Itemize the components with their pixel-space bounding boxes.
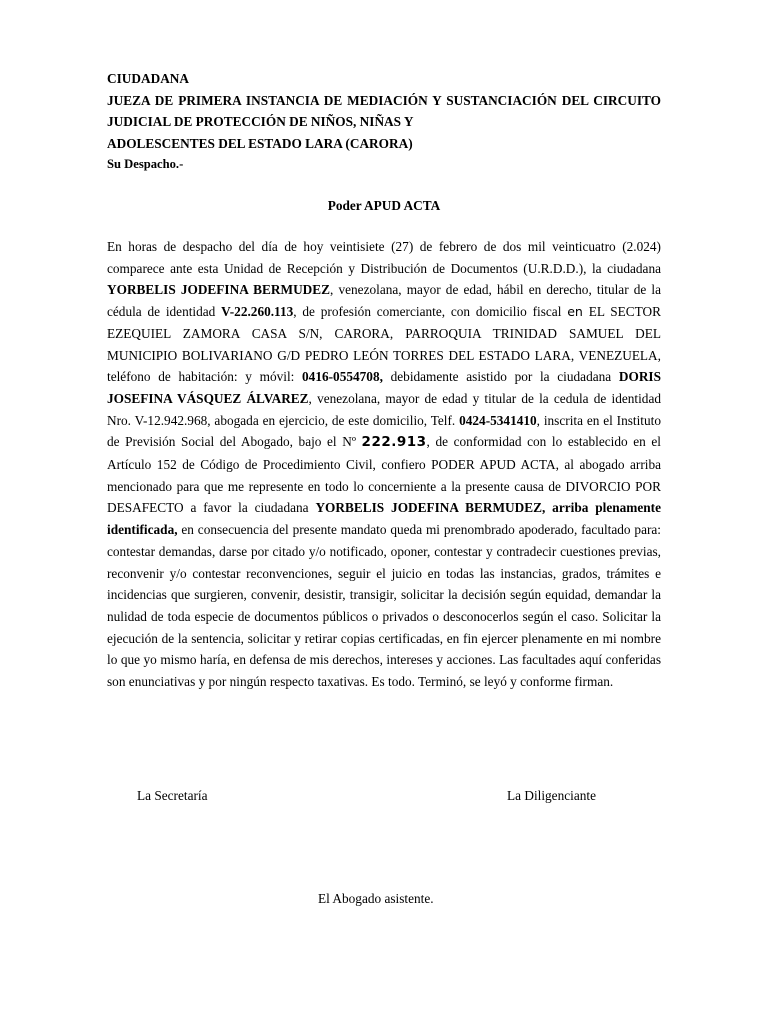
body-text-segment: , de conformidad con lo establecido en el Artículo 152 de Código de Procedimiento Civil, confiero PODER APUD ACTA, al abogado arriba mencionado para que me represente en todo lo concerniente a la presente causa de DIVORCIO POR DESAFECTO a favor la ciudadana bbox=[107, 434, 661, 516]
grantor-name: YORBELIS JODEFINA BERMUDEZ bbox=[107, 282, 331, 298]
court-line: JUEZA DE PRIMERA INSTANCIA DE MEDIACIÓN Y SUSTANCIACIÓN DEL CIRCUITO JUDICIAL DE PROTECCIÓN DE NIÑOS, NIÑAS Y bbox=[107, 92, 661, 129]
recipient-line: CIUDADANA bbox=[107, 71, 189, 86]
lawyer-name: DORIS JOSEFINA VÁSQUEZ ÁLVAREZ bbox=[107, 369, 661, 406]
body-text-segment: , venezolana, mayor de edad y titular de la cedula de identidad Nro. V-12.942.968, abogada en ejercicio, de este domicilio, Telf. bbox=[107, 390, 662, 428]
court-line-end: ADOLESCENTES DEL ESTADO LARA (CARORA) bbox=[107, 135, 413, 151]
applicant-signature-label: La Diligenciante bbox=[507, 788, 596, 803]
body-text-segment: En horas de despacho del día de hoy veintisiete (27) de febrero de dos mil veinticuatro (2.024) comparece ante esta Unidad de Recepción y Distribución de Documentos (U.R.D.D.), la ciudadana bbox=[107, 239, 661, 276]
despacho-line: Su Despacho.- bbox=[107, 157, 184, 171]
body-text-segment: , inscrita en el Instituto de Previsión Social del Abogado, bajo el Nº bbox=[107, 412, 661, 450]
body-text-segment: EL SECTOR EZEQUIEL ZAMORA CASA S/N, CARORA, PARROQUIA TRINIDAD SAMUEL DEL MUNICIPIO BOLIVARIANO G/D PEDRO LEÓN TORRES DEL ESTADO LARA, VENEZUELA, teléfono de habitación: y móvil: bbox=[107, 304, 662, 385]
grantor-id: V-22.260.113 bbox=[221, 304, 294, 320]
secretary-signature-label: La Secretaría bbox=[137, 788, 208, 803]
body-text-segment: en consecuencia del presente mandato queda mi prenombrado apoderado, facultado para: contestar demandas, darse por citado y/o notificado, oponer, contestar y contradecir cuestiones previas, reconvenir y/o contestar reconvenciones, seguir el juicio en todas las instancias, grados, trámites e incidencias que surgieren, convenir, desistir, transigir, solicitar la decisión según equidad, demandar la nulidad de toda especie de documentos públicos o privados o desconocerlos según el caso. Solicitar la ejecución de la sentencia, solicitar y retirar copias certificadas, en fin ejercer plenamente en mi nombre lo que yo mismo haría, en defensa de mis derechos, intereses y acciones. Las facultades aquí conferidas son enunciativas y por ningún respecto taxativas. Es todo. Terminó, se leyó y conforme firman. bbox=[107, 522, 661, 690]
lawyer-phone: 0424-5341410 bbox=[459, 412, 537, 428]
document-header bbox=[107, 68, 661, 176]
document-page bbox=[107, 68, 662, 690]
body-text-segment: en bbox=[567, 304, 583, 320]
body-paragraph bbox=[107, 236, 661, 693]
grantor-name-repeat: YORBELIS JODEFINA BERMUDEZ, arriba plenamente identificada, bbox=[107, 500, 661, 538]
body-text-segment: , de profesión comerciante, con domicilio fiscal bbox=[293, 304, 568, 320]
body-text-segment: debidamente asistido por la ciudadana bbox=[382, 369, 619, 385]
body-text-segment: , venezolana, mayor de edad, hábil en derecho, titular de la cédula de identidad bbox=[107, 282, 662, 320]
document-title: Poder APUD ACTA bbox=[327, 198, 441, 213]
lawyer-registration-number: 222.913 bbox=[361, 434, 427, 451]
lawyer-signature-label: El Abogado asistente. bbox=[318, 891, 434, 906]
grantor-phone: 0416-0554708, bbox=[302, 369, 383, 385]
